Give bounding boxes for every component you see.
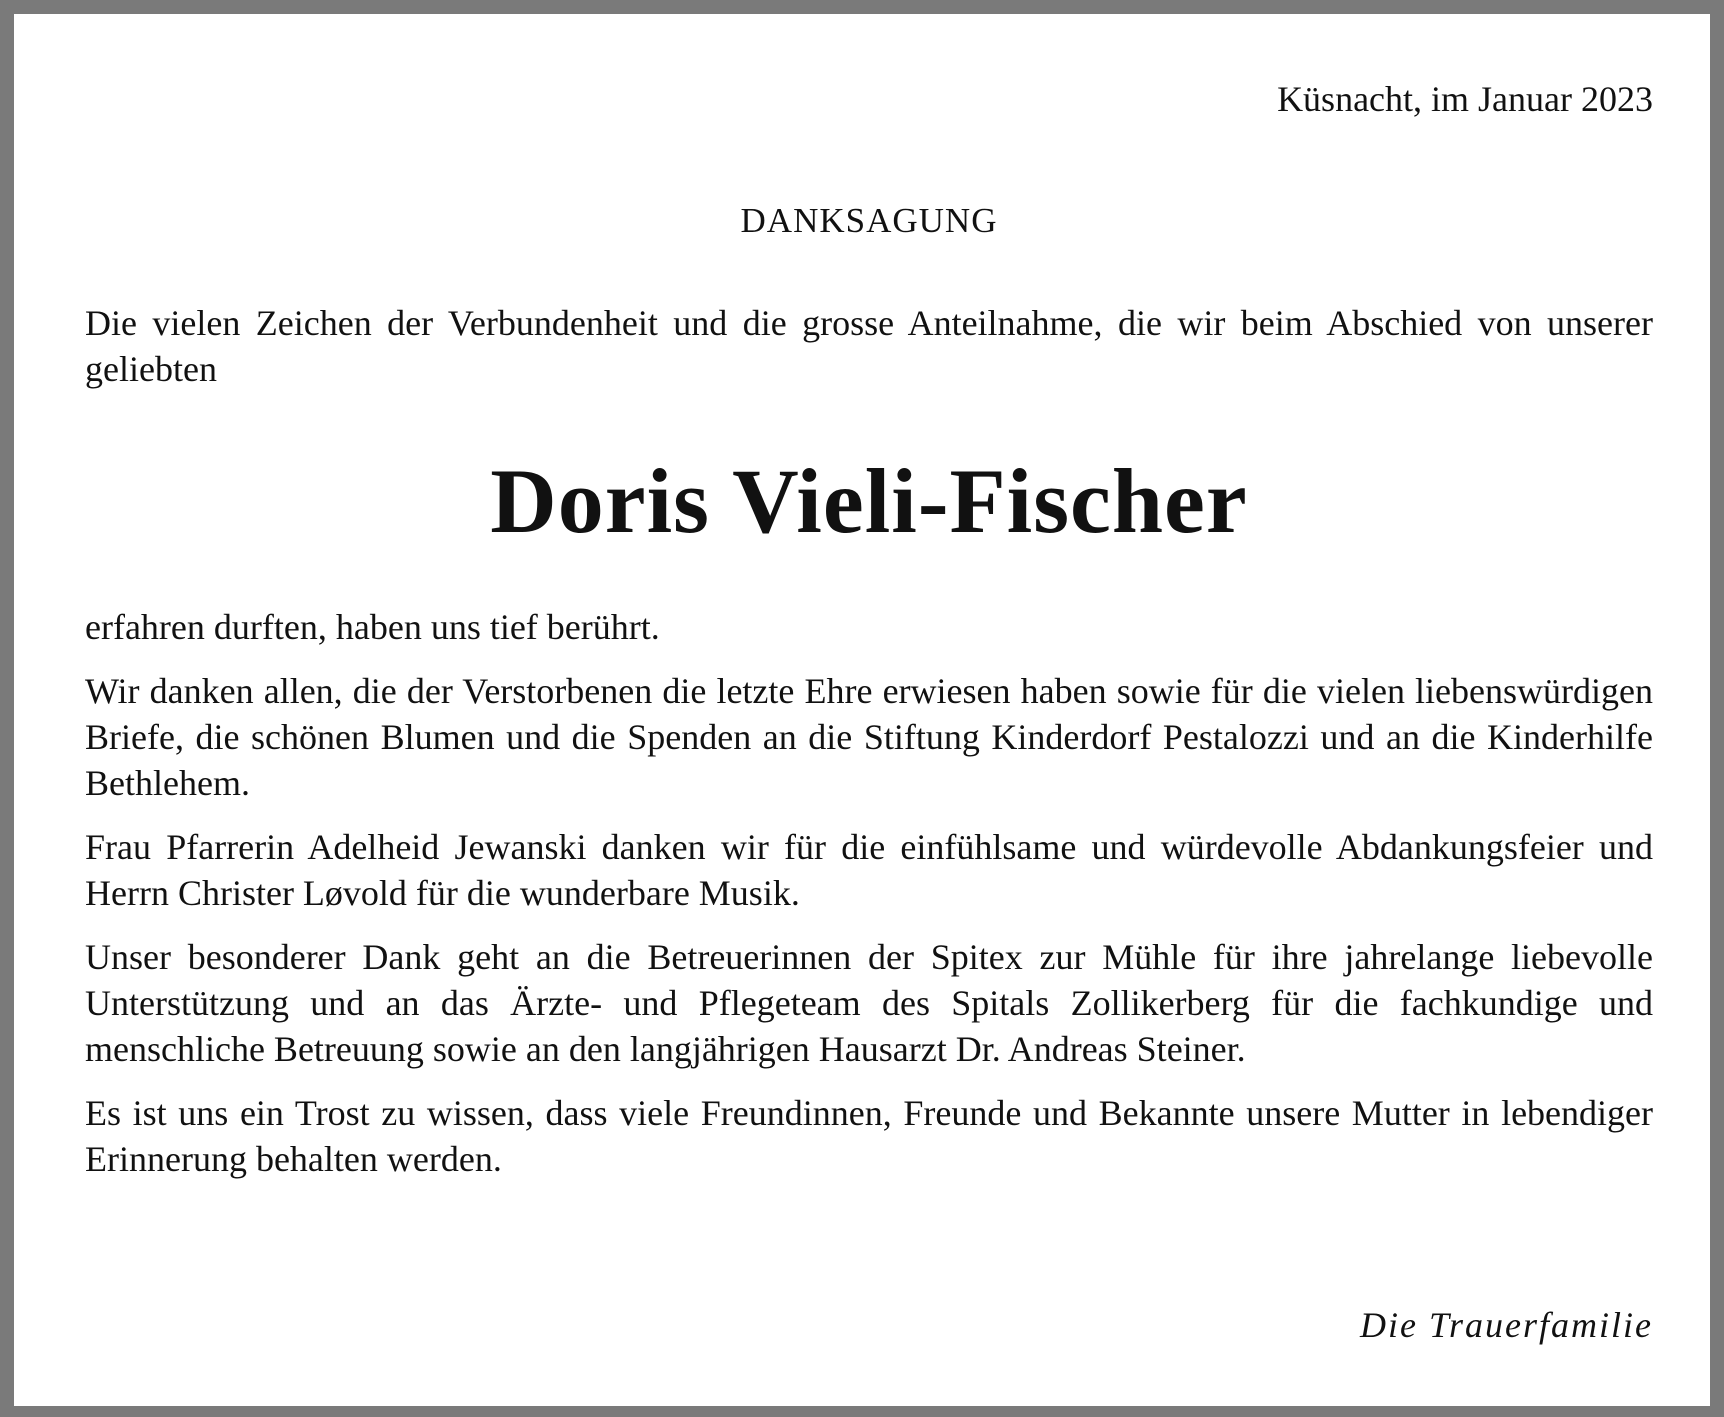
paragraph-5: Es ist uns ein Trost zu wissen, dass viele Freundinnen, Freunde und Bekannte unsere Mutter in lebendiger Erinnerung behalten werden. bbox=[85, 1093, 1653, 1179]
paragraph-1: erfahren durften, haben uns tief berührt. bbox=[85, 607, 660, 647]
intro-paragraph: Die vielen Zeichen der Verbundenheit und die grosse Anteilnahme, die wir beim Abschied von unserer geliebten bbox=[85, 303, 1653, 389]
notice-sheet bbox=[14, 14, 1710, 1406]
notice-heading: DANKSAGUNG bbox=[740, 201, 998, 240]
paragraph-2: Wir danken allen, die der Verstorbenen die letzte Ehre erwiesen haben sowie für die vielen liebenswürdigen Briefe, die schönen Blumen und die Spenden an die Stiftung Kinderdorf Pestalozzi und an die Kinderhilfe Bethlehem. bbox=[85, 671, 1653, 803]
paragraph-3: Frau Pfarrerin Adelheid Jewanski danken wir für die einfühlsame und würdevolle Abdankungsfeier und Herrn Christer Løvold für die wunderbare Musik. bbox=[85, 827, 1653, 913]
paragraph-4: Unser besonderer Dank geht an die Betreuerinnen der Spitex zur Mühle für ihre jahrelange liebevolle Unterstützung und an das Ärzte- und Pflegeteam des Spitals Zollikerberg für die fachkundige und menschliche Betreuung sowie an den langjährigen Hausarzt Dr. Andreas Steiner. bbox=[85, 937, 1653, 1069]
body-text bbox=[85, 604, 1653, 1200]
signature: Die Trauerfamilie bbox=[1360, 1305, 1653, 1345]
place-date: Küsnacht, im Januar 2023 bbox=[1277, 79, 1653, 119]
deceased-name: Doris Vieli-Fischer bbox=[490, 450, 1248, 552]
